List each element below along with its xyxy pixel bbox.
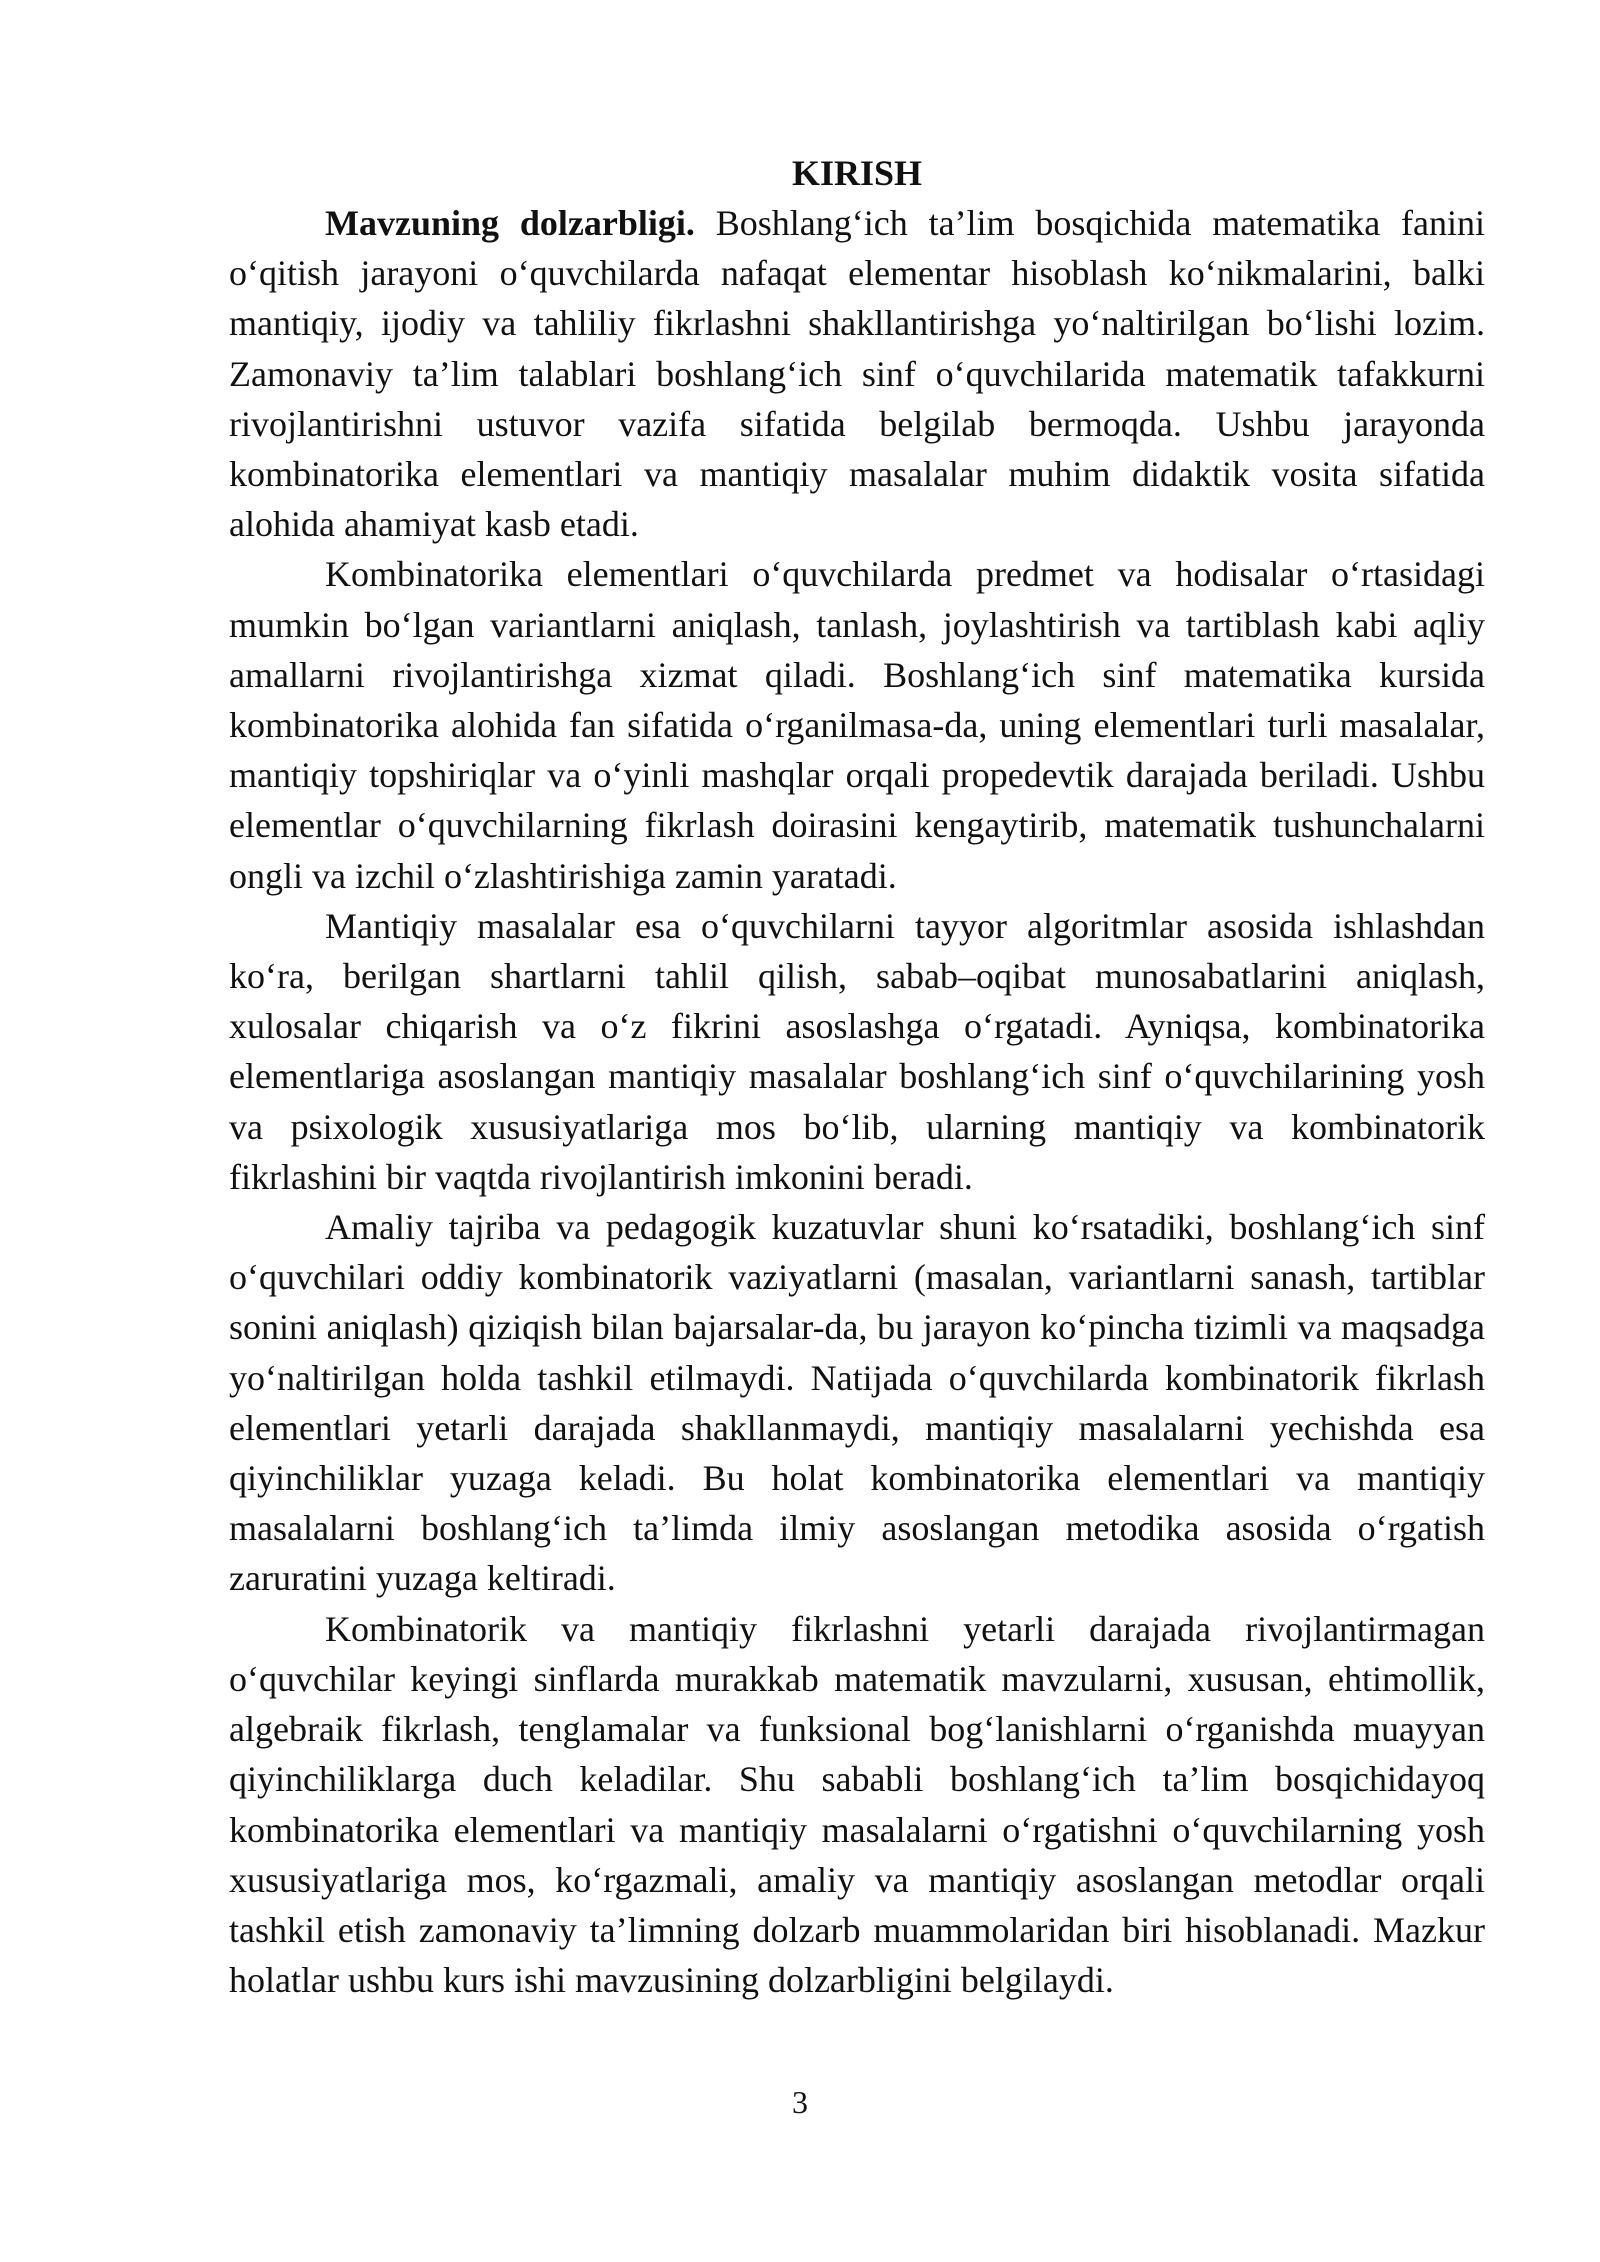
paragraph-text: Kombinatorik va mantiqiy fikrlashni yetarli darajada rivojlantirmagan o‘quvchilar keyingi sinflarda murakkab matematik mavzularni, xususan, ehtimollik, algebraik fikrlash, tenglamalar va funksional bog‘lanishlarni o‘rganishda muayyan qiyinchiliklarga duch keladilar. Shu sababli boshlang‘ich ta’lim bosqichidayoq kombinatorika elementlari va mantiqiy masalalarni o‘rgatishni o‘quvchilarning yosh xususiyatlariga mos, ko‘rgazmali, amaliy va mantiqiy asoslangan metodlar orqali tashkil etish zamonaviy ta’limning dolzarb muammolaridan biri hisoblanadi. Mazkur holatlar ushbu kurs ishi mavzusining dolzarbligini belgilaydi. xyxy=(229,1608,1485,2001)
paragraph-lead-heading: Mavzuning dolzarbligi. xyxy=(325,203,695,243)
page-number: 3 xyxy=(792,2084,808,2120)
paragraph-text: Amaliy tajriba va pedagogik kuzatuvlar shuni ko‘rsatadiki, boshlang‘ich sinf o‘quvchilari oddiy kombinatorik vaziyatlarni (masalan, variantlarni sanash, tartiblar sonini aniqlash) qiziqish bilan bajarsalar-da, bu jarayon ko‘pincha tizimli va maqsadga yo‘naltirilgan holda tashkil etilmaydi. Natijada o‘quvchilarda kombinatorik fikrlash elementlari yetarli darajada shakllanmaydi, mantiqiy masalalarni yechishda esa qiyinchiliklar yuzaga keladi. Bu holat kombinatorika elementlari va mantiqiy masalalarni boshlang‘ich ta’limda ilmiy asoslangan metodika asosida o‘rgatish zaruratini yuzaga keltiradi. xyxy=(229,1207,1485,1599)
paragraph-logic-problems xyxy=(229,901,1485,1202)
page-content xyxy=(229,148,1485,2005)
section-title: KIRISH xyxy=(791,153,923,193)
paragraph-text: Kombinatorika elementlari o‘quvchilarda predmet va hodisalar o‘rtasidagi mumkin bo‘lgan variantlarni aniqlash, tanlash, joylashtirish va tartiblash kabi aqliy amallarni rivojlantirishga xizmat qiladi. Boshlang‘ich sinf matematika kursida kombinatorika alohida fan sifatida o‘rganilmasa-da, uning elementlari turli masalalar, mantiqiy topshiriqlar va o‘yinli mashqlar orqali propedevtik darajada beriladi. Ushbu elementlar o‘quvchilarning fikrlash doirasini kengaytirib, matematik tushunchalarni ongli va izchil o‘zlashtirishiga zamin yaratadi. xyxy=(229,554,1485,896)
paragraph-relevance xyxy=(229,198,1485,549)
paragraph-practical-experience xyxy=(229,1202,1485,1604)
paragraph-text: Boshlang‘ich ta’lim bosqichida matematika fanini o‘qitish jarayoni o‘quvchilarda nafaqat elementar hisoblash ko‘nikmalarini, balki mantiqiy, ijodiy va tahliliy fikrlashni shakllantirishga yo‘naltirilgan bo‘lishi lozim. Zamonaviy ta’lim talablari boshlang‘ich sinf o‘quvchilarida matematik tafakkurni rivojlantirishni ustuvor vazifa sifatida belgilab bermoqda. Ushbu jarayonda kombinatorika elementlari va mantiqiy masalalar muhim didaktik vosita sifatida alohida ahamiyat kasb etadi. xyxy=(229,203,1485,545)
paragraph-text: Mantiqiy masalalar esa o‘quvchilarni tayyor algoritmlar asosida ishlashdan ko‘ra, berilgan shartlarni tahlil qilish, sabab–oqibat munosabatlarini aniqlash, xulosalar chiqarish va o‘z fikrini asoslashga o‘rgatadi. Ayniqsa, kombinatorika elementlariga asoslangan mantiqiy masalalar boshlang‘ich sinf o‘quvchilarining yosh va psixologik xususiyatlariga mos bo‘lib, ularning mantiqiy va kombinatorik fikrlashini bir vaqtda rivojlantirish imkonini beradi. xyxy=(229,905,1485,1197)
paragraph-combinatorics-elements xyxy=(229,549,1485,900)
paragraph-conclusion xyxy=(229,1604,1485,2006)
